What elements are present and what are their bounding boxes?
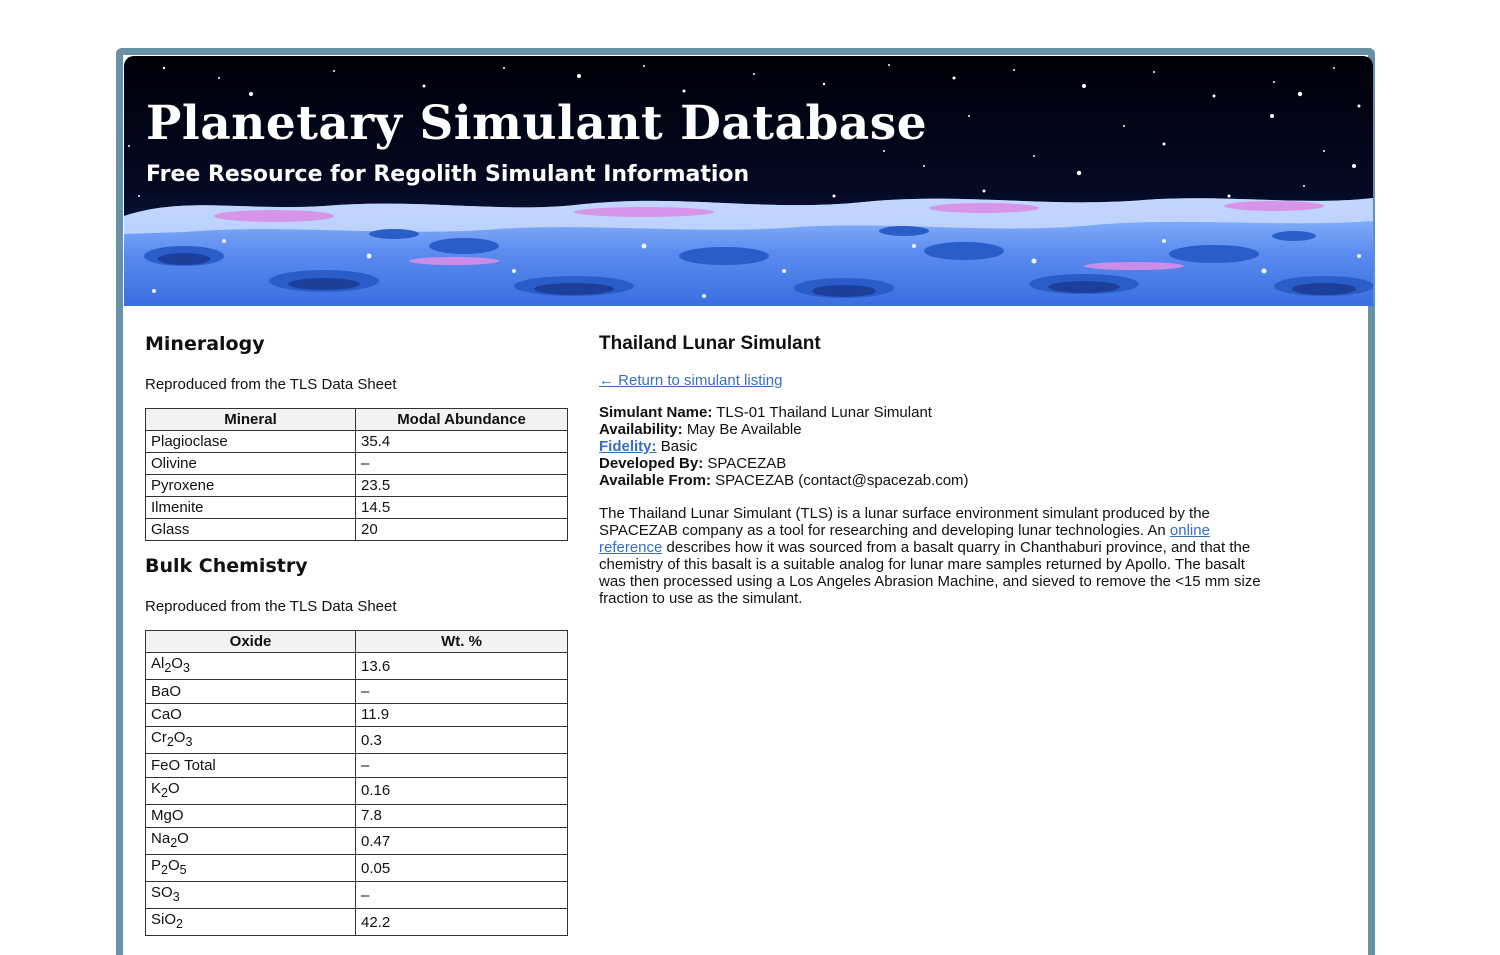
oxide-cell [146, 909, 356, 936]
table-row [146, 703, 568, 727]
oxide-cell [146, 754, 356, 778]
oxide-text: Al [151, 655, 165, 672]
mineralogy-heading: Mineralogy [145, 333, 265, 355]
oxide-text: O [167, 857, 180, 874]
fidelity-label: Fidelity: [599, 438, 657, 455]
oxide-text: SiO [151, 911, 177, 928]
oxide-cell [146, 653, 356, 680]
simulant-name-value: TLS-01 Thailand Lunar Simulant [716, 404, 932, 421]
oxide-text: BaO [151, 682, 182, 700]
fidelity-row [599, 438, 1269, 455]
oxide-cell [146, 680, 356, 704]
simulant-metadata [599, 404, 1269, 489]
description-text-end: describes how it was sourced from a basalt quarry in Chanthaburi province, and that the chemistry of this basalt is a suitable analog for lunar mare samples returned by Apollo. The basalt was then processed using a Los Angeles Abrasion Machine, and sieved to remove the <15 mm size fraction to use as the simulant. [599, 539, 1261, 607]
oxide-cell [146, 703, 356, 727]
bulk-chemistry-note: Reproduced from the TLS Data Sheet [145, 598, 397, 615]
oxide-text: K [151, 779, 162, 797]
column-header-mineral: Mineral [146, 409, 356, 431]
oxide-subscript: 3 [172, 890, 180, 904]
site-subtitle: Free Resource for Regolith Simulant Information [146, 162, 750, 187]
fidelity-value: Basic [660, 438, 698, 455]
left-column [145, 333, 569, 936]
table-row [146, 882, 568, 909]
oxide-text: O [167, 779, 180, 797]
mineral-name-cell: Glass [146, 519, 356, 541]
oxide-subscript: 2 [164, 661, 172, 675]
modal-abundance-cell: 20 [356, 519, 568, 541]
site-title: Planetary Simulant Database [146, 96, 928, 151]
table-row [146, 453, 568, 475]
available-from-value: SPACEZAB (contact@spacezab.com) [715, 472, 969, 489]
oxide-text: O [171, 655, 183, 672]
table-header-row [146, 631, 568, 653]
oxide-text: O [177, 830, 189, 847]
oxide-subscript: 3 [185, 735, 193, 749]
oxide-text: FeO Total [151, 756, 216, 774]
right-column [599, 333, 1269, 622]
return-to-listing-link[interactable]: ← Return to simulant listing [599, 372, 783, 389]
wt-percent-cell: 42.2 [356, 909, 568, 936]
mineralogy-table [145, 408, 568, 541]
oxide-cell [146, 727, 356, 754]
oxide-subscript: 2 [176, 917, 183, 931]
oxide-text: CaO [151, 706, 182, 724]
mineral-name-cell: Olivine [146, 453, 356, 475]
modal-abundance-cell: 35.4 [356, 431, 568, 453]
column-header-oxide: Oxide [146, 631, 356, 653]
table-row [146, 475, 568, 497]
table-row [146, 519, 568, 541]
developer-value: SPACEZAB [707, 455, 787, 472]
wt-percent-cell: – [356, 680, 568, 704]
table-row [146, 754, 568, 778]
description-text-start: The Thailand Lunar Simulant (TLS) is a lunar surface environment simulant produced by the SPACEZAB company as a tool for researching and developing lunar technologies. An [599, 505, 1210, 539]
oxide-text: P [151, 857, 162, 874]
wt-percent-cell: 0.3 [356, 727, 568, 754]
oxide-subscript: 2 [161, 785, 168, 800]
wt-percent-cell: 0.47 [356, 828, 568, 855]
table-row [146, 855, 568, 882]
oxide-text: O [173, 729, 186, 746]
modal-abundance-cell: 14.5 [356, 497, 568, 519]
simulant-name-row [599, 404, 1269, 421]
oxide-text: Na [151, 830, 171, 847]
table-row [146, 653, 568, 680]
oxide-cell [146, 855, 356, 882]
available-from-label: Available From: [599, 472, 711, 489]
mineralogy-note: Reproduced from the TLS Data Sheet [145, 376, 397, 393]
fidelity-link[interactable] [599, 438, 657, 455]
bulk-chemistry-heading: Bulk Chemistry [145, 555, 308, 577]
column-header-modal-abundance: Modal Abundance [356, 409, 568, 431]
wt-percent-cell: 0.16 [356, 777, 568, 804]
availability-label: Availability: [599, 421, 683, 438]
bulk-chemistry-table [145, 630, 568, 936]
mineral-name-cell: Ilmenite [146, 497, 356, 519]
table-header-row [146, 409, 568, 431]
oxide-subscript: 2 [166, 735, 174, 749]
developer-row [599, 455, 1269, 472]
header-banner [124, 56, 1373, 306]
oxide-cell [146, 882, 356, 909]
table-row [146, 727, 568, 754]
mineral-name-cell: Pyroxene [146, 475, 356, 497]
oxide-subscript: 2 [161, 863, 168, 877]
wt-percent-cell: 7.8 [356, 804, 568, 828]
oxide-subscript: 2 [170, 836, 178, 850]
oxide-text: MgO [151, 807, 184, 825]
developer-label: Developed By: [599, 455, 704, 472]
oxide-subscript: 5 [179, 863, 187, 877]
page-frame [116, 48, 1375, 955]
table-row [146, 431, 568, 453]
mineralogy-table-body [146, 431, 568, 541]
oxide-cell [146, 828, 356, 855]
oxide-cell [146, 804, 356, 828]
modal-abundance-cell: 23.5 [356, 475, 568, 497]
simulant-name-label: Simulant Name: [599, 404, 713, 421]
bulk-chemistry-table-body [146, 653, 568, 936]
online-reference-link[interactable]: online reference [599, 522, 1210, 556]
table-row [146, 777, 568, 804]
table-row [146, 804, 568, 828]
wt-percent-cell: – [356, 754, 568, 778]
table-row [146, 497, 568, 519]
wt-percent-cell: 0.05 [356, 855, 568, 882]
oxide-cell [146, 777, 356, 804]
table-row [146, 680, 568, 704]
oxide-text: SO [151, 884, 173, 901]
oxide-subscript: 3 [182, 661, 190, 675]
availability-row [599, 421, 1269, 438]
column-header-wt-percent: Wt. % [356, 631, 568, 653]
available-from-row [599, 472, 1269, 489]
table-row [146, 828, 568, 855]
modal-abundance-cell: – [356, 453, 568, 475]
oxide-text: Cr [151, 729, 167, 746]
wt-percent-cell: – [356, 882, 568, 909]
table-row [146, 909, 568, 936]
simulant-description [599, 505, 1269, 607]
availability-value: May Be Available [686, 421, 802, 438]
mineral-name-cell: Plagioclase [146, 431, 356, 453]
simulant-title: Thailand Lunar Simulant [599, 333, 821, 354]
wt-percent-cell: 13.6 [356, 653, 568, 680]
wt-percent-cell: 11.9 [356, 703, 568, 727]
